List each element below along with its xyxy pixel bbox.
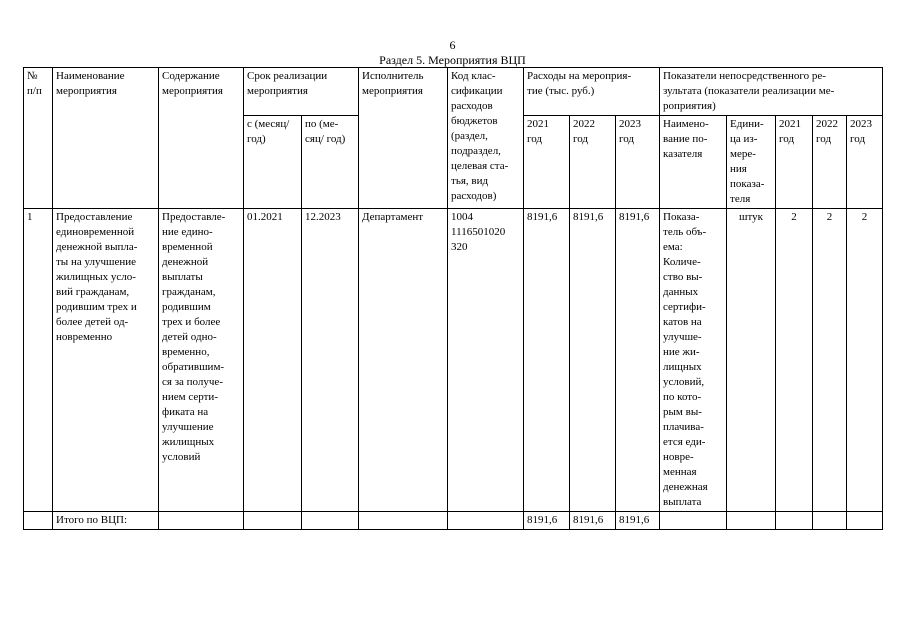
total-empty-content <box>159 512 244 530</box>
total-empty-2023 <box>847 512 883 530</box>
header-exp-2021: 2021 год <box>524 116 570 209</box>
row-indicator-name: Показа- тель объ- ема: Количе- ство вы- данных сертифи- катов на улучше- ние жи- лищных условий, по кото- рым вы- плачива- ется еди- новре- менная денежная выплата <box>660 209 727 512</box>
row-period-to: 12.2023 <box>302 209 359 512</box>
total-exp-2021: 8191,6 <box>524 512 570 530</box>
header-num: № п/п <box>24 68 53 209</box>
header-exp-2023: 2023 год <box>616 116 660 209</box>
header-code: Код клас- сификации расходов бюджетов (раздел, подраздел, целевая ста- тья, вид расходов) <box>448 68 524 209</box>
row-ind-2022: 2 <box>813 209 847 512</box>
row-ind-2023: 2 <box>847 209 883 512</box>
row-code: 1004 1116501020 320 <box>448 209 524 512</box>
total-num <box>24 512 53 530</box>
table-row <box>24 209 883 512</box>
header-content: Содержание мероприятия <box>159 68 244 209</box>
total-empty-2021 <box>776 512 813 530</box>
header-expenses: Расходы на мероприя- тие (тыс. руб.) <box>524 68 660 116</box>
header-period-to: по (ме- сяц/ год) <box>302 116 359 209</box>
header-ind-2022: 2022 год <box>813 116 847 209</box>
total-empty-from <box>244 512 302 530</box>
page-number: 6 <box>449 38 456 52</box>
header-executor: Исполнитель мероприятия <box>359 68 448 209</box>
total-empty-indicator <box>660 512 727 530</box>
total-row <box>24 512 883 530</box>
header-ind-2023: 2023 год <box>847 116 883 209</box>
total-label: Итого по ВЦП: <box>53 512 159 530</box>
header-indicator-name: Наимено- вание по- казателя <box>660 116 727 209</box>
row-ind-2021: 2 <box>776 209 813 512</box>
header-period: Срок реализации мероприятия <box>244 68 359 116</box>
total-empty-unit <box>727 512 776 530</box>
row-num: 1 <box>24 209 53 512</box>
row-exp-2022: 8191,6 <box>570 209 616 512</box>
row-executor: Департамент <box>359 209 448 512</box>
total-empty-code <box>448 512 524 530</box>
total-empty-2022 <box>813 512 847 530</box>
activities-table <box>23 67 883 530</box>
total-exp-2023: 8191,6 <box>616 512 660 530</box>
header-row-1 <box>24 68 883 116</box>
total-empty-to <box>302 512 359 530</box>
header-indicators: Показатели непосредственного ре- зультата (показатели реализации ме- роприятия) <box>660 68 883 116</box>
row-period-from: 01.2021 <box>244 209 302 512</box>
header-name: Наименование мероприятия <box>53 68 159 209</box>
header-ind-2021: 2021 год <box>776 116 813 209</box>
total-empty-executor <box>359 512 448 530</box>
total-exp-2022: 8191,6 <box>570 512 616 530</box>
section-title: Раздел 5. Мероприятия ВЦП <box>379 53 526 67</box>
row-exp-2023: 8191,6 <box>616 209 660 512</box>
row-exp-2021: 8191,6 <box>524 209 570 512</box>
header-period-from: с (месяц/ год) <box>244 116 302 209</box>
row-content: Предоставле- ние едино- временной денежной выплаты гражданам, родившим трех и более детей одно- временно, обратившим- ся за получе- нием серти- фиката на улучшение жилищных условий <box>159 209 244 512</box>
header-indicator-unit: Едини- ца из- мере- ния показа- теля <box>727 116 776 209</box>
header-exp-2022: 2022 год <box>570 116 616 209</box>
row-indicator-unit: штук <box>727 209 776 512</box>
row-name: Предоставление единовременной денежной выпла- ты на улучшение жилищных усло- вий гражданам, родившим трех и более детей од- новременно <box>53 209 159 512</box>
